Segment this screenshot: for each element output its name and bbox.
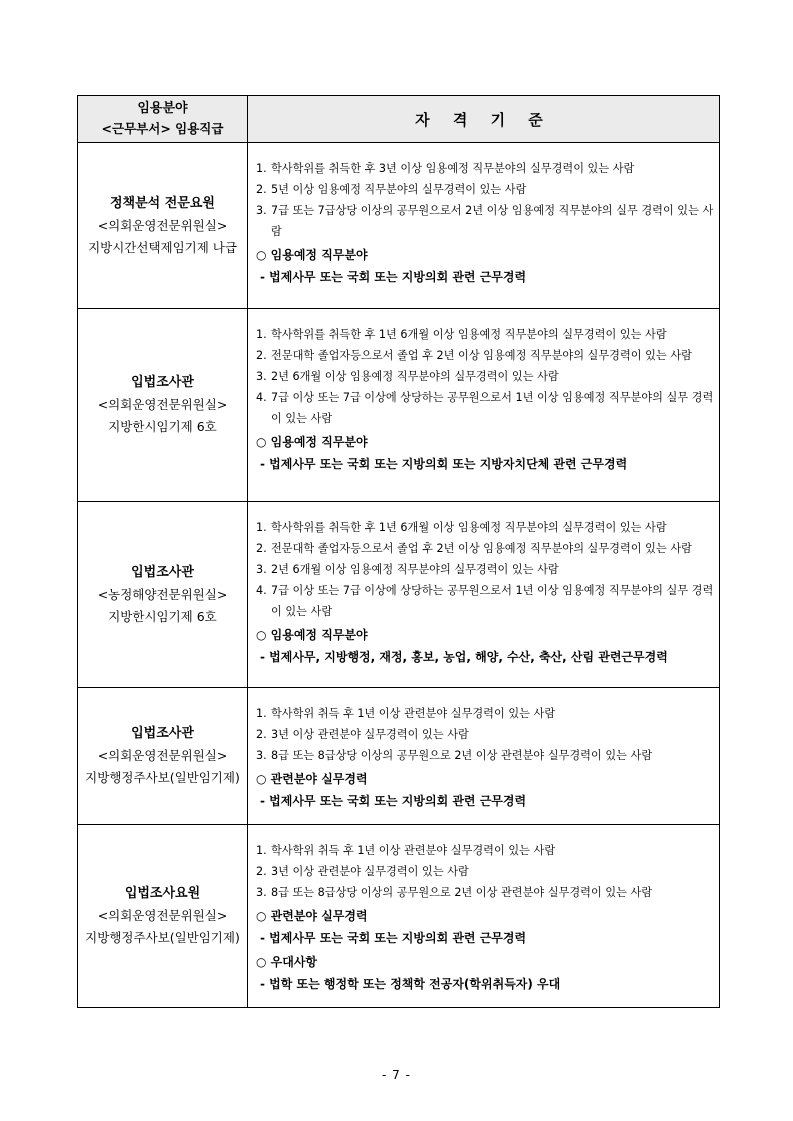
position-title: 정책분석 전문요원: [110, 195, 215, 211]
criteria-item-text: 학사학위 취득 후 1년 이상 관련분야 실무경력이 있는 사람: [271, 707, 556, 720]
criteria-cell: [248, 688, 720, 825]
department-name: <의회운영전문위원실>: [97, 908, 228, 923]
criteria-item-text: 5년 이상 임용예정 직무분야의 실무경력이 있는 사람: [271, 183, 527, 196]
field-heading: ○ 관련분야 실무경력: [256, 909, 368, 923]
criteria-item: [256, 559, 716, 580]
criteria-item-text: 학사학위 취득 후 1년 이상 관련분야 실무경력이 있는 사람: [271, 844, 556, 857]
criteria-item-number: 2.: [256, 728, 267, 741]
criteria-item: [256, 158, 716, 179]
criteria-item-text: 학사학위를 취득한 후 3년 이상 임용예정 직무분야의 실무경력이 있는 사람: [271, 162, 635, 175]
criteria-cell: [248, 309, 720, 502]
preference-heading: ○ 우대사항: [256, 955, 318, 969]
position-grade: 지방한시임기제 6호: [108, 419, 217, 434]
criteria-item-text: 학사학위를 취득한 후 1년 6개월 이상 임용예정 직무분야의 실무경력이 있는 사람: [271, 521, 667, 534]
table-body: [78, 143, 720, 1008]
criteria-list: [256, 158, 716, 242]
field-detail: - 법제사무, 지방행정, 재정, 홍보, 농업, 해양, 수산, 축산, 산림 관련근무경력: [260, 650, 668, 664]
table-row: [78, 825, 720, 1008]
criteria-item: [256, 179, 716, 200]
criteria-item-number: 2.: [256, 349, 267, 362]
criteria-item-number: 3.: [256, 204, 267, 217]
department-name: <의회운영전문위원실>: [97, 217, 228, 233]
criteria-item-text: 2년 6개월 이상 임용예정 직무분야의 실무경력이 있는 사람: [271, 370, 559, 383]
qualification-table: [77, 95, 720, 1008]
header-criteria: 자 격 기 준: [248, 96, 720, 143]
criteria-item: [256, 538, 716, 559]
criteria-list: [256, 324, 716, 429]
header-position: [78, 96, 248, 143]
criteria-item-text: 7급 또는 7급상당 이상의 공무원으로서 2년 이상 임용예정 직무분야의 실무 경력이 있는 사람: [271, 204, 714, 238]
criteria-item-text: 8급 또는 8급상당 이상의 공무원으로 2년 이상 관련분야 실무경력이 있는 사람: [271, 886, 653, 899]
field-detail: - 법제사무 또는 국회 또는 지방의회 관련 근무경력: [260, 270, 527, 284]
criteria-list: [256, 703, 716, 766]
field-heading: ○ 관련분야 실무경력: [256, 772, 368, 786]
position-grade: 지방행정주사보(일반임기제): [85, 770, 240, 785]
criteria-item-number: 2.: [256, 183, 267, 196]
department-name: <농정해양전문위원실>: [97, 586, 228, 602]
criteria-item-number: 4.: [256, 584, 267, 597]
criteria-item-number: 3.: [256, 886, 267, 899]
criteria-item: [256, 345, 716, 366]
criteria-item-number: 1.: [256, 707, 267, 720]
criteria-item-text: 2년 6개월 이상 임용예정 직무분야의 실무경력이 있는 사람: [271, 563, 559, 576]
position-cell: [78, 502, 248, 688]
header-position-subtitle: <근무부서> 임용직급: [101, 121, 224, 136]
criteria-item: [256, 200, 716, 242]
criteria-cell: [248, 825, 720, 1008]
field-detail: - 법제사무 또는 국회 또는 지방의회 관련 근무경력: [260, 931, 527, 945]
criteria-item-number: 3.: [256, 749, 267, 762]
criteria-item-number: 1.: [256, 844, 267, 857]
position-title: 입법조사요원: [124, 886, 201, 901]
criteria-item: [256, 517, 716, 538]
table-row: [78, 143, 720, 309]
criteria-item: [256, 745, 716, 766]
criteria-item: [256, 882, 716, 903]
criteria-item: [256, 387, 716, 429]
criteria-item-number: 1.: [256, 162, 267, 175]
field-heading: ○ 임용예정 직무분야: [256, 248, 368, 262]
field-detail: - 법제사무 또는 국회 또는 지방의회 관련 근무경력: [260, 794, 527, 808]
preference-detail: - 법학 또는 행정학 또는 정책학 전공자(학위취득자) 우대: [260, 977, 561, 991]
field-heading: ○ 임용예정 직무분야: [256, 435, 368, 449]
position-title: 입법조사관: [131, 564, 194, 580]
criteria-item: [256, 324, 716, 345]
criteria-item-text: 7급 이상 또는 7급 이상에 상당하는 공무원으로서 1년 이상 임용예정 직무분야의 실무 경력이 있는 사람: [271, 584, 714, 618]
header-position-title: 임용분야: [137, 101, 188, 116]
page-number: - 7 -: [382, 1068, 411, 1082]
criteria-item: [256, 861, 716, 882]
criteria-list: [256, 517, 716, 622]
position-cell: [78, 143, 248, 309]
criteria-item-text: 8급 또는 8급상당 이상의 공무원으로 2년 이상 관련분야 실무경력이 있는 사람: [271, 749, 653, 762]
table-row: [78, 688, 720, 825]
criteria-item: [256, 580, 716, 622]
position-grade: 지방행정주사보(일반임기제): [85, 930, 240, 945]
criteria-item-number: 1.: [256, 521, 267, 534]
position-grade: 지방한시임기제 6호: [108, 608, 217, 624]
criteria-item-text: 3년 이상 관련분야 실무경력이 있는 사람: [271, 728, 469, 741]
criteria-item-text: 전문대학 졸업자등으로서 졸업 후 2년 이상 임용예정 직무분야의 실무경력이 있는 사람: [271, 349, 692, 362]
criteria-item-number: 2.: [256, 542, 267, 555]
position-grade: 지방시간선택제임기제 나급: [88, 239, 237, 255]
table-header-row: [78, 96, 720, 143]
field-heading: ○ 임용예정 직무분야: [256, 628, 368, 642]
department-name: <의회운영전문위원실>: [97, 397, 228, 412]
criteria-item-number: 3.: [256, 563, 267, 576]
criteria-cell: [248, 502, 720, 688]
criteria-item-number: 1.: [256, 328, 267, 341]
criteria-item-text: 전문대학 졸업자등으로서 졸업 후 2년 이상 임용예정 직무분야의 실무경력이 있는 사람: [271, 542, 692, 555]
criteria-item: [256, 366, 716, 387]
criteria-item-text: 7급 이상 또는 7급 이상에 상당하는 공무원으로서 1년 이상 임용예정 직무분야의 실무 경력이 있는 사람: [271, 391, 714, 425]
table-row: [78, 309, 720, 502]
criteria-item-text: 3년 이상 관련분야 실무경력이 있는 사람: [271, 865, 469, 878]
criteria-item-text: 학사학위를 취득한 후 1년 6개월 이상 임용예정 직무분야의 실무경력이 있는 사람: [271, 328, 667, 341]
criteria-item: [256, 703, 716, 724]
department-name: <의회운영전문위원실>: [97, 748, 228, 763]
criteria-item: [256, 724, 716, 745]
position-cell: [78, 688, 248, 825]
criteria-item-number: 2.: [256, 865, 267, 878]
criteria-cell: [248, 143, 720, 309]
position-title: 입법조사관: [131, 726, 194, 741]
criteria-list: [256, 840, 716, 903]
position-cell: [78, 309, 248, 502]
criteria-item-number: 4.: [256, 391, 267, 404]
table-row: [78, 502, 720, 688]
position-title: 입법조사관: [131, 375, 194, 390]
field-detail: - 법제사무 또는 국회 또는 지방의회 또는 지방자치단체 관련 근무경력: [260, 457, 628, 471]
position-cell: [78, 825, 248, 1008]
criteria-item-number: 3.: [256, 370, 267, 383]
criteria-item: [256, 840, 716, 861]
